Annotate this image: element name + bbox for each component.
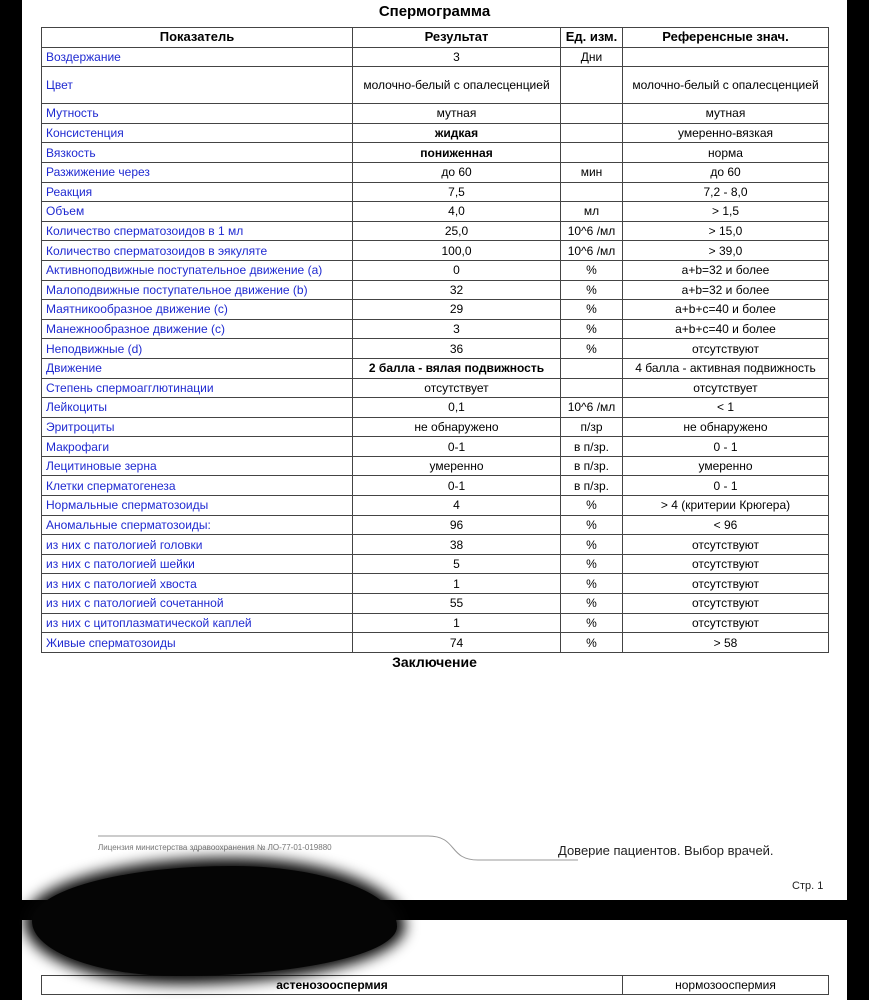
- header-reference: Референсные знач.: [623, 28, 829, 48]
- reference-cell: отсутствуют: [623, 613, 829, 633]
- table-row: [42, 378, 829, 398]
- indicator-cell: Реакция: [42, 182, 353, 202]
- unit-cell: %: [561, 633, 623, 653]
- reference-cell: 0 - 1: [623, 476, 829, 496]
- indicator-cell: Консистенция: [42, 123, 353, 143]
- result-cell: 25,0: [353, 221, 561, 241]
- unit-cell: [561, 104, 623, 124]
- result-cell: умеренно: [353, 456, 561, 476]
- table-row: [42, 339, 829, 359]
- table-row: [42, 300, 829, 320]
- result-cell: до 60: [353, 162, 561, 182]
- unit-cell: в п/зр.: [561, 456, 623, 476]
- page-title: Спермограмма: [378, 3, 491, 20]
- unit-cell: п/зр: [561, 417, 623, 437]
- table-row: [42, 67, 829, 104]
- result-cell: отсутствует: [353, 378, 561, 398]
- unit-cell: %: [561, 496, 623, 516]
- indicator-cell: Мутность: [42, 104, 353, 124]
- reference-cell: [623, 47, 829, 67]
- table-row: [42, 496, 829, 516]
- unit-cell: в п/зр.: [561, 437, 623, 457]
- result-cell: пониженная: [353, 143, 561, 163]
- table-row: [42, 280, 829, 300]
- indicator-cell: Количество сперматозоидов в эякуляте: [42, 241, 353, 261]
- result-cell: 0-1: [353, 476, 561, 496]
- indicator-cell: Воздержание: [42, 47, 353, 67]
- result-cell: 74: [353, 633, 561, 653]
- spermogram-table: [41, 27, 829, 653]
- table-row: [42, 417, 829, 437]
- result-cell: 4: [353, 496, 561, 516]
- table-row: [42, 613, 829, 633]
- result-cell: молочно-белый с опалесценцией: [353, 67, 561, 104]
- reference-cell: не обнаружено: [623, 417, 829, 437]
- indicator-cell: Эритроциты: [42, 417, 353, 437]
- result-cell: 1: [353, 613, 561, 633]
- diagnosis-cell: астенозооспермия: [42, 976, 623, 995]
- reference-cell: > 15,0: [623, 221, 829, 241]
- reference-cell: < 1: [623, 398, 829, 418]
- table-row: [42, 260, 829, 280]
- result-cell: жидкая: [353, 123, 561, 143]
- report-page-1: [22, 0, 847, 900]
- indicator-cell: из них с патологией шейки: [42, 554, 353, 574]
- indicator-cell: Цвет: [42, 67, 353, 104]
- unit-cell: %: [561, 319, 623, 339]
- unit-cell: 10^6 /мл: [561, 221, 623, 241]
- header-result: Результат: [353, 28, 561, 48]
- indicator-cell: Маятникообразное движение (c): [42, 300, 353, 320]
- result-cell: 55: [353, 594, 561, 614]
- reference-cell: < 96: [623, 515, 829, 535]
- result-cell: 2 балла - вялая подвижность: [353, 358, 561, 378]
- indicator-cell: Аномальные сперматозоиды:: [42, 515, 353, 535]
- result-cell: 3: [353, 47, 561, 67]
- reference-cell: a+b+c=40 и более: [623, 300, 829, 320]
- unit-cell: %: [561, 515, 623, 535]
- reference-cell: отсутствуют: [623, 554, 829, 574]
- reference-cell: умеренно: [623, 456, 829, 476]
- table-row: [42, 123, 829, 143]
- table-row: [42, 143, 829, 163]
- unit-cell: %: [561, 280, 623, 300]
- unit-cell: [561, 358, 623, 378]
- unit-cell: %: [561, 339, 623, 359]
- table-row: [42, 554, 829, 574]
- indicator-cell: Нормальные сперматозоиды: [42, 496, 353, 516]
- indicator-cell: Лецитиновые зерна: [42, 456, 353, 476]
- table-header-row: [42, 28, 829, 48]
- reference-cell: > 1,5: [623, 202, 829, 222]
- indicator-cell: Манежнообразное движение (c): [42, 319, 353, 339]
- indicator-cell: из них с патологией головки: [42, 535, 353, 555]
- unit-cell: %: [561, 260, 623, 280]
- reference-diagnosis-cell: нормозооспермия: [623, 976, 829, 995]
- result-cell: 0: [353, 260, 561, 280]
- table-row: [42, 574, 829, 594]
- unit-cell: %: [561, 554, 623, 574]
- license-text: Лицензия министерства здравоохранения № ЛО-77-01-019880: [98, 843, 332, 852]
- indicator-cell: из них с патологией хвоста: [42, 574, 353, 594]
- reference-cell: отсутствуют: [623, 594, 829, 614]
- unit-cell: %: [561, 594, 623, 614]
- header-indicator: Показатель: [42, 28, 353, 48]
- reference-cell: 4 балла - активная подвижность: [623, 358, 829, 378]
- unit-cell: [561, 143, 623, 163]
- table-row: [42, 476, 829, 496]
- table-row: [42, 182, 829, 202]
- unit-cell: в п/зр.: [561, 476, 623, 496]
- result-cell: 5: [353, 554, 561, 574]
- result-cell: 3: [353, 319, 561, 339]
- indicator-cell: Неподвижные (d): [42, 339, 353, 359]
- unit-cell: мл: [561, 202, 623, 222]
- reference-cell: a+b+c=40 и более: [623, 319, 829, 339]
- table-row: [42, 594, 829, 614]
- indicator-cell: Активноподвижные поступательное движение (а): [42, 260, 353, 280]
- reference-cell: до 60: [623, 162, 829, 182]
- indicator-cell: Степень спермоагглютинации: [42, 378, 353, 398]
- indicator-cell: Клетки сперматогенеза: [42, 476, 353, 496]
- conclusion-table: [41, 975, 829, 995]
- reference-cell: отсутствуют: [623, 535, 829, 555]
- indicator-cell: Макрофаги: [42, 437, 353, 457]
- indicator-cell: Разжижение через: [42, 162, 353, 182]
- reference-cell: 0 - 1: [623, 437, 829, 457]
- reference-cell: > 39,0: [623, 241, 829, 261]
- reference-cell: молочно-белый с опалесценцией: [623, 67, 829, 104]
- result-cell: 29: [353, 300, 561, 320]
- result-cell: 32: [353, 280, 561, 300]
- reference-cell: мутная: [623, 104, 829, 124]
- unit-cell: Дни: [561, 47, 623, 67]
- indicator-cell: Вязкость: [42, 143, 353, 163]
- table-row: [42, 358, 829, 378]
- page-number: Стр. 1: [792, 880, 824, 892]
- reference-cell: отсутствуют: [623, 574, 829, 594]
- table-row: [42, 47, 829, 67]
- conclusion-title: Заключение: [392, 654, 477, 670]
- table-row: [42, 221, 829, 241]
- table-row: [42, 633, 829, 653]
- result-cell: 1: [353, 574, 561, 594]
- reference-cell: отсутствует: [623, 378, 829, 398]
- reference-cell: a+b=32 и более: [623, 280, 829, 300]
- indicator-cell: Живые сперматозоиды: [42, 633, 353, 653]
- reference-cell: норма: [623, 143, 829, 163]
- clinic-slogan: Доверие пациентов. Выбор врачей.: [558, 843, 774, 858]
- reference-cell: > 4 (критерии Крюгера): [623, 496, 829, 516]
- result-cell: 0-1: [353, 437, 561, 457]
- unit-cell: мин: [561, 162, 623, 182]
- table-row: [42, 241, 829, 261]
- table-row: [42, 319, 829, 339]
- unit-cell: 10^6 /мл: [561, 241, 623, 261]
- unit-cell: %: [561, 613, 623, 633]
- unit-cell: [561, 182, 623, 202]
- indicator-cell: Количество сперматозоидов в 1 мл: [42, 221, 353, 241]
- table-row: [42, 104, 829, 124]
- unit-cell: %: [561, 300, 623, 320]
- reference-cell: умеренно-вязкая: [623, 123, 829, 143]
- unit-cell: [561, 123, 623, 143]
- table-row: [42, 437, 829, 457]
- reference-cell: 7,2 - 8,0: [623, 182, 829, 202]
- result-cell: не обнаружено: [353, 417, 561, 437]
- reference-cell: отсутствуют: [623, 339, 829, 359]
- conclusion-row: [42, 976, 829, 995]
- table-row: [42, 535, 829, 555]
- indicator-cell: Лейкоциты: [42, 398, 353, 418]
- table-row: [42, 456, 829, 476]
- indicator-cell: Движение: [42, 358, 353, 378]
- header-unit: Ед. изм.: [561, 28, 623, 48]
- indicator-cell: Объем: [42, 202, 353, 222]
- unit-cell: [561, 378, 623, 398]
- result-cell: 100,0: [353, 241, 561, 261]
- result-cell: мутная: [353, 104, 561, 124]
- table-row: [42, 162, 829, 182]
- unit-cell: %: [561, 535, 623, 555]
- reference-cell: a+b=32 и более: [623, 260, 829, 280]
- result-cell: 38: [353, 535, 561, 555]
- result-cell: 4,0: [353, 202, 561, 222]
- indicator-cell: из них с патологией сочетанной: [42, 594, 353, 614]
- table-row: [42, 398, 829, 418]
- unit-cell: %: [561, 574, 623, 594]
- unit-cell: [561, 67, 623, 104]
- result-cell: 7,5: [353, 182, 561, 202]
- result-cell: 36: [353, 339, 561, 359]
- reference-cell: > 58: [623, 633, 829, 653]
- unit-cell: 10^6 /мл: [561, 398, 623, 418]
- result-cell: 0,1: [353, 398, 561, 418]
- indicator-cell: из них с цитоплазматической каплей: [42, 613, 353, 633]
- table-row: [42, 202, 829, 222]
- table-row: [42, 515, 829, 535]
- indicator-cell: Малоподвижные поступательное движение (b): [42, 280, 353, 300]
- result-cell: 96: [353, 515, 561, 535]
